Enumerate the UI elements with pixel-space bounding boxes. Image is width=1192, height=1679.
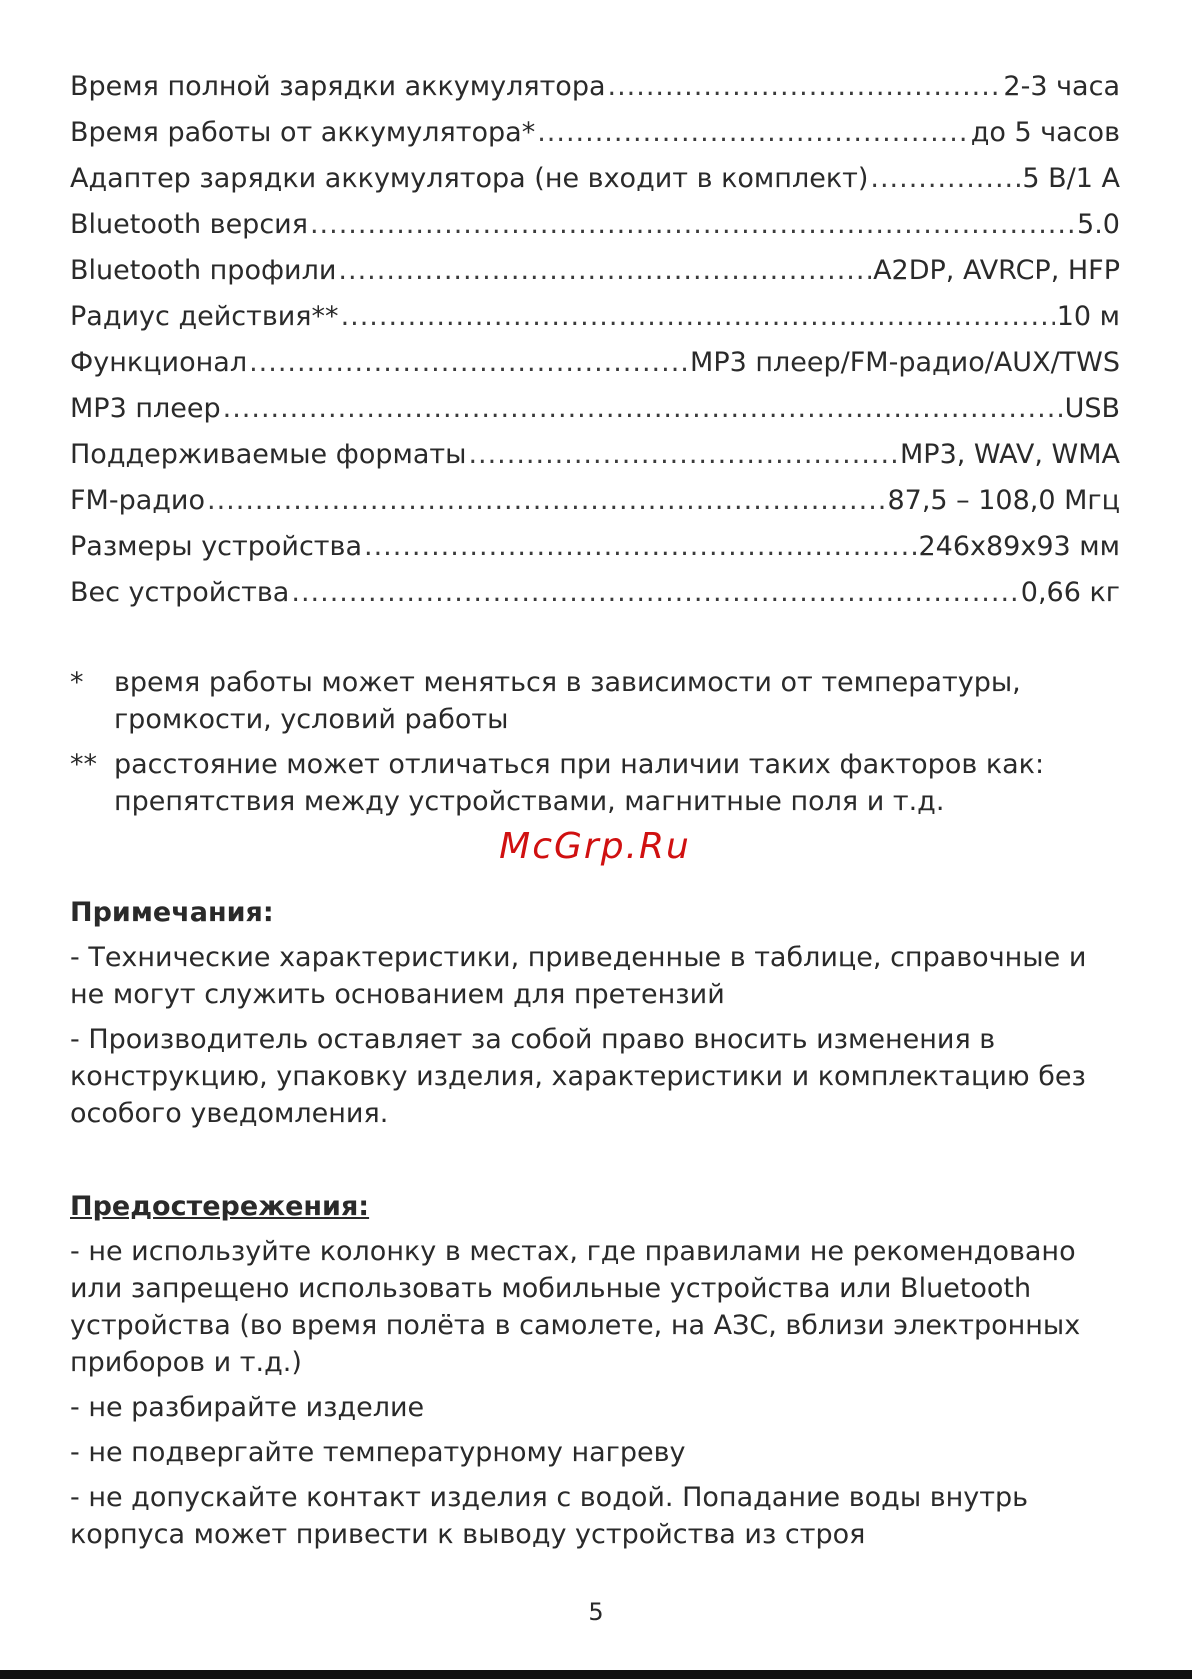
spec-row xyxy=(70,340,1120,386)
footnotes xyxy=(70,664,1120,820)
dot-leader xyxy=(341,294,1055,340)
notes-item: - Производитель оставляет за собой право вносить изменения в конструкцию, упаковку изделия, характеристики и комплектацию без особого уведомления. xyxy=(70,1024,1086,1129)
spec-value: USB xyxy=(1064,393,1120,424)
footnote xyxy=(70,746,1120,820)
spec-value: MP3, WAV, WMA xyxy=(900,439,1120,470)
spec-label: Размеры устройства xyxy=(70,531,362,562)
spec-value: до 5 часов xyxy=(970,117,1120,148)
dot-leader xyxy=(249,340,688,386)
spec-label: Bluetooth профили xyxy=(70,255,337,286)
bottom-edge-bar xyxy=(0,1670,1192,1679)
spec-value: 5 В/1 А xyxy=(1022,163,1120,194)
footnote-mark: ** xyxy=(70,749,97,780)
spec-label: Вес устройства xyxy=(70,577,290,608)
spec-label: FM-радио xyxy=(70,485,205,516)
dot-leader xyxy=(338,248,871,294)
footnote-text: время работы может меняться в зависимости от температуры, громкости, условий работы xyxy=(114,667,1021,735)
spec-value: 87,5 – 108,0 Мгц xyxy=(887,485,1120,516)
dot-leader xyxy=(608,64,1002,110)
spec-label: Время работы от аккумулятора* xyxy=(70,117,536,148)
spec-row xyxy=(70,248,1120,294)
spec-label: Поддерживаемые форматы xyxy=(70,439,467,470)
watermark: McGrp.Ru xyxy=(499,826,691,867)
warnings-title: Предостережения: xyxy=(70,1191,370,1222)
notes-title: Примечания: xyxy=(70,897,274,928)
spec-value: 0,66 кг xyxy=(1020,577,1120,608)
spec-row xyxy=(70,386,1120,432)
warnings-item: - не разбирайте изделие xyxy=(70,1392,425,1423)
spec-value: MP3 плеер/FM-радио/AUX/TWS xyxy=(690,347,1120,378)
spec-value: 2-3 часа xyxy=(1003,71,1120,102)
spec-value: 246x89x93 мм xyxy=(918,531,1120,562)
spec-row xyxy=(70,64,1120,110)
spec-value: A2DP, AVRCP, HFP xyxy=(873,255,1120,286)
warnings-item: - не используйте колонку в местах, где правилами не рекомендовано или запрещено использовать мобильные устройства или Bluetooth устройства (во время полёта в самолете, на АЗС, вблизи электронных приборов и т.д.) xyxy=(70,1236,1081,1378)
warnings-item: - не допускайте контакт изделия с водой. Попадание воды внутрь корпуса может привести к выводу устройства из строя xyxy=(70,1482,1029,1550)
footnote-mark: * xyxy=(70,667,84,698)
spec-row xyxy=(70,570,1120,616)
dot-leader xyxy=(223,386,1063,432)
spec-label: MP3 плеер xyxy=(70,393,221,424)
spec-value: 10 м xyxy=(1056,301,1120,332)
page-number: 5 xyxy=(588,1598,604,1626)
spec-row xyxy=(70,202,1120,248)
notes-item: - Технические характеристики, приведенные в таблице, справочные и не могут служить основанием для претензий xyxy=(70,942,1087,1010)
warnings-item: - не подвергайте температурному нагреву xyxy=(70,1437,686,1468)
notes-section xyxy=(70,894,1120,1132)
spec-label: Время полной зарядки аккумулятора xyxy=(70,71,606,102)
document-page xyxy=(70,64,1120,1553)
spec-row xyxy=(70,524,1120,570)
dot-leader xyxy=(364,524,916,570)
footnote xyxy=(70,664,1120,738)
spec-row xyxy=(70,478,1120,524)
dot-leader xyxy=(207,478,885,524)
dot-leader xyxy=(537,110,968,156)
dot-leader xyxy=(870,156,1020,202)
spec-label: Функционал xyxy=(70,347,248,378)
spec-row xyxy=(70,432,1120,478)
spec-row xyxy=(70,294,1120,340)
dot-leader xyxy=(310,202,1075,248)
spec-label: Радиус действия** xyxy=(70,301,339,332)
dot-leader xyxy=(468,432,898,478)
specs-list xyxy=(70,64,1120,616)
spec-value: 5.0 xyxy=(1077,209,1120,240)
spec-label: Bluetooth версия xyxy=(70,209,308,240)
warnings-section xyxy=(70,1188,1120,1553)
spec-row xyxy=(70,156,1120,202)
spec-label: Адаптер зарядки аккумулятора (не входит в комплект) xyxy=(70,163,869,194)
dot-leader xyxy=(291,570,1018,616)
footnote-text: расстояние может отличаться при наличии таких факторов как: препятствия между устройствами, магнитные поля и т.д. xyxy=(114,749,1045,817)
spec-row xyxy=(70,110,1120,156)
